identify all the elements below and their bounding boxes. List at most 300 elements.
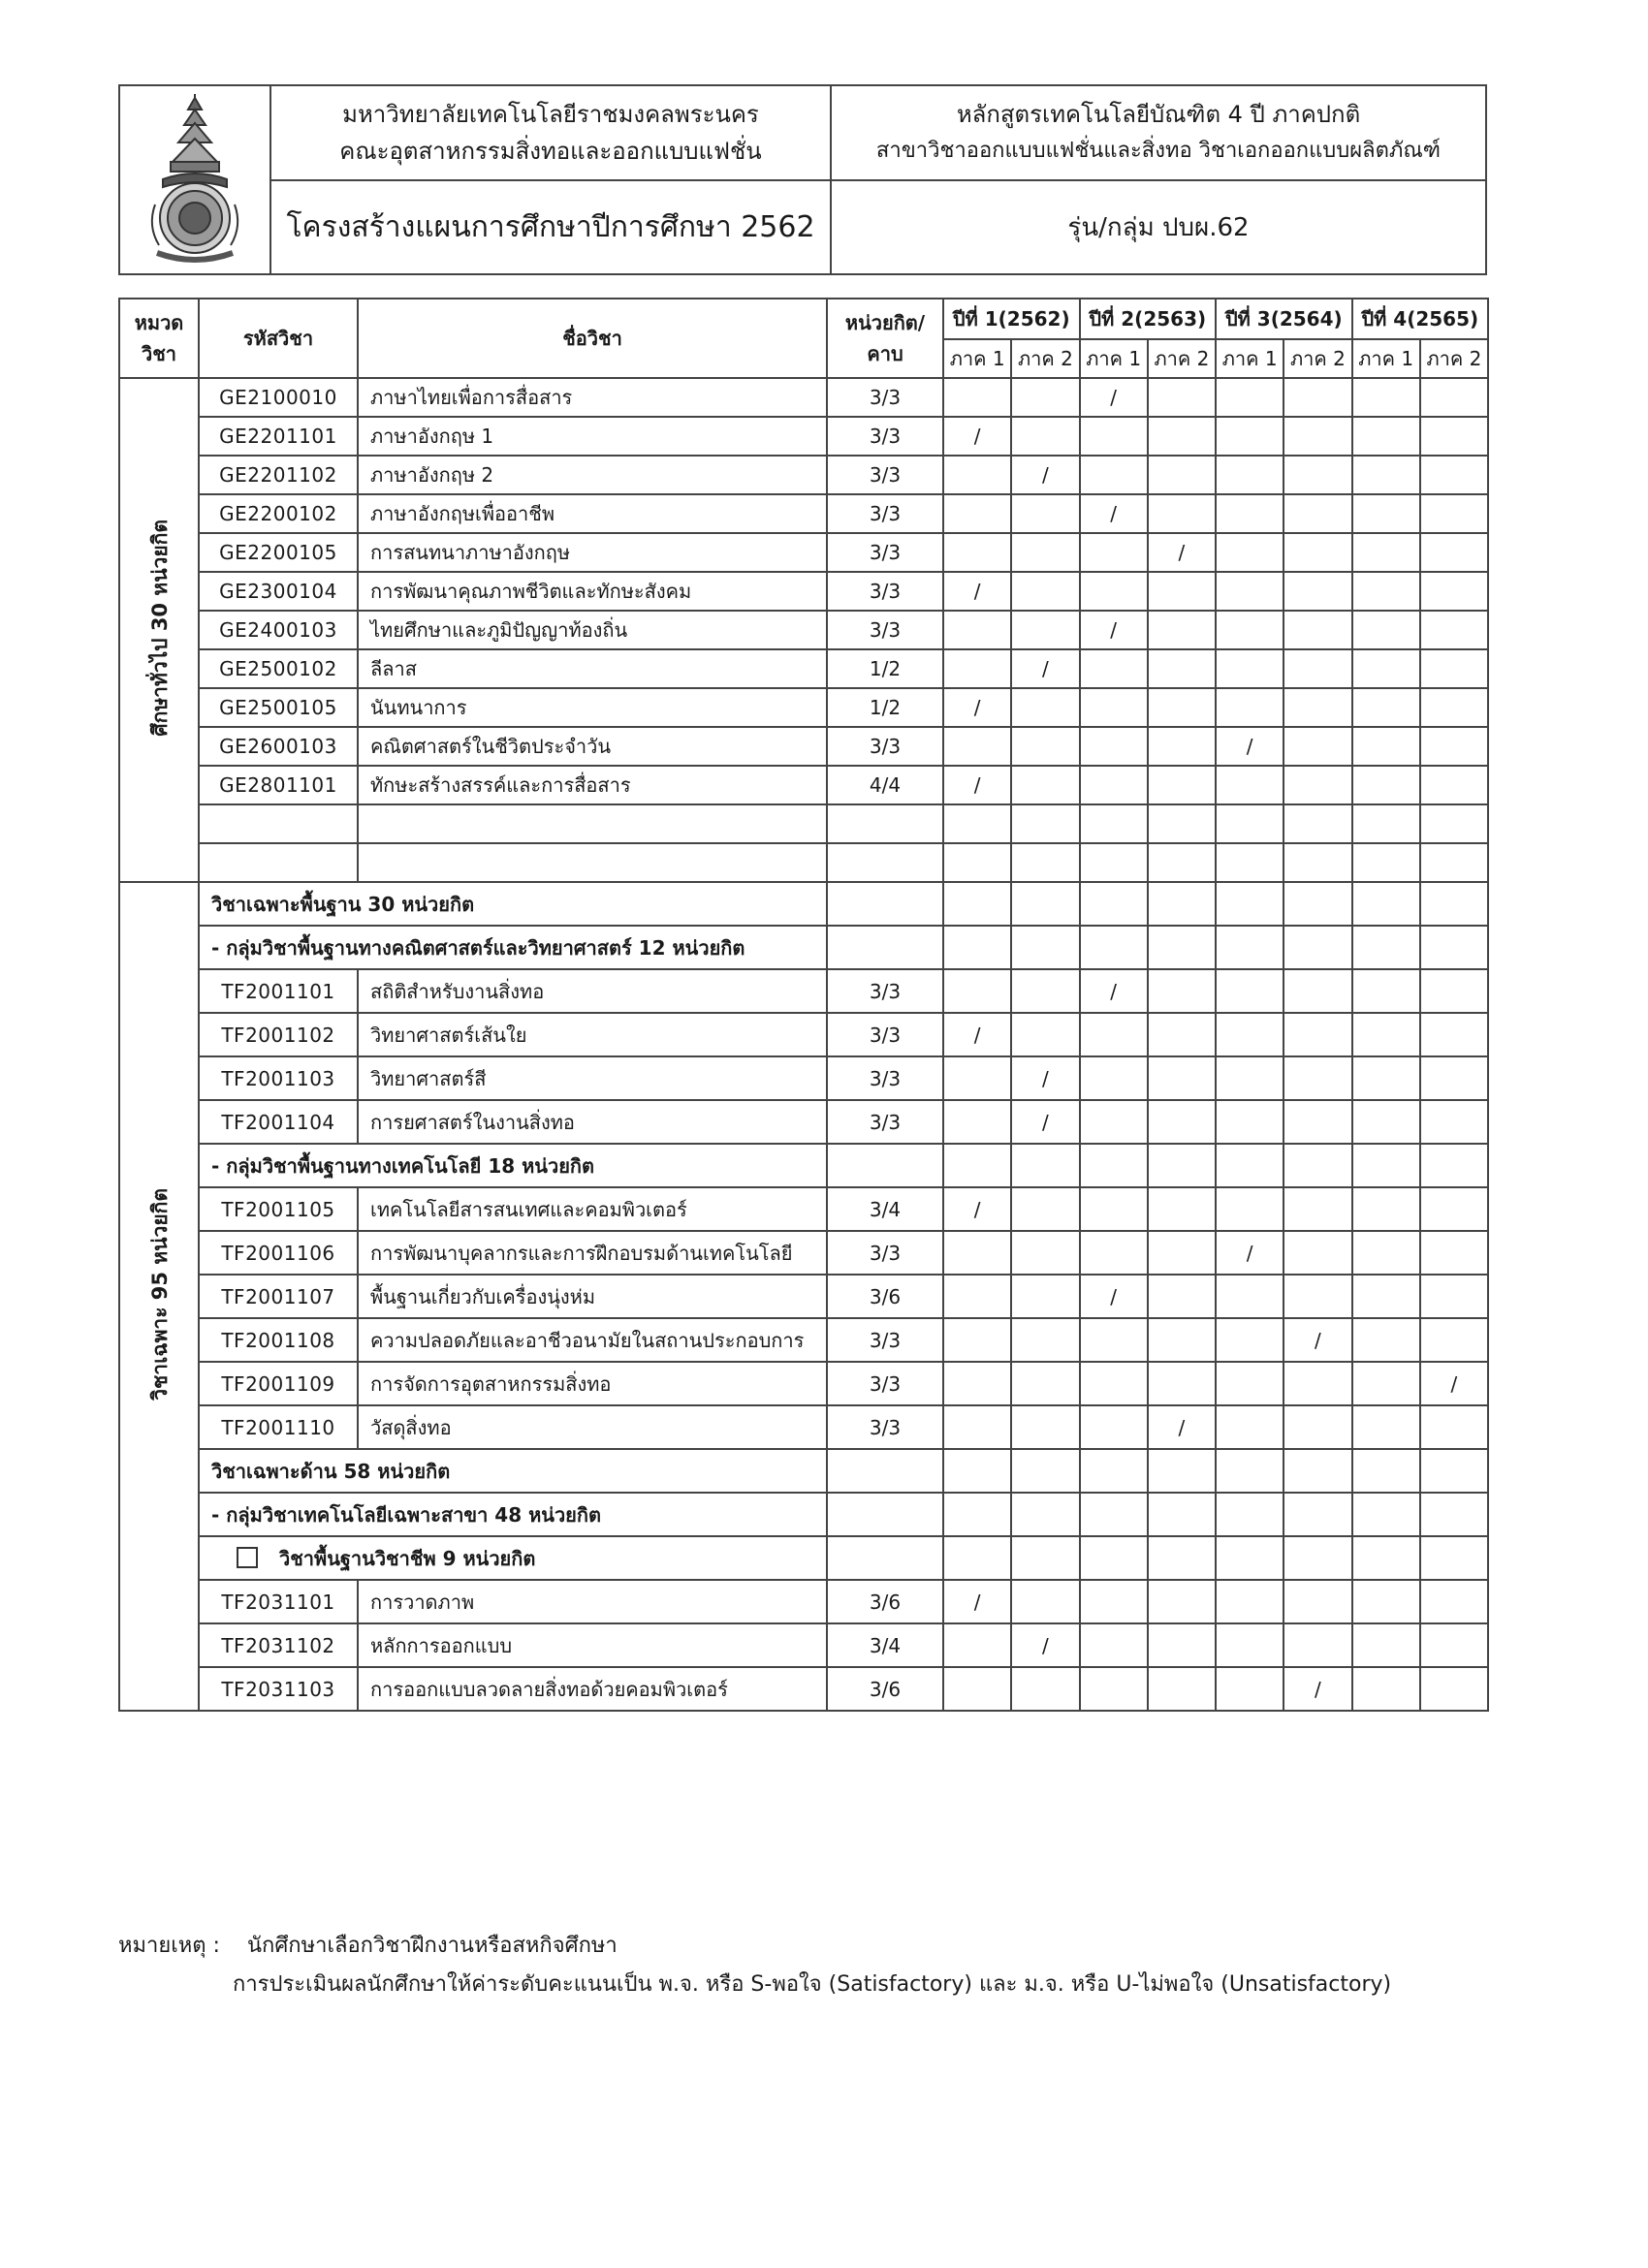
university-emblem-icon [142, 90, 248, 267]
term-cell [1284, 1100, 1351, 1144]
enrolled-term-mark: / [943, 688, 1011, 727]
term-cell [1216, 1013, 1284, 1056]
course-code: GE2300104 [199, 572, 358, 611]
term-cell [1148, 926, 1216, 969]
course-row [119, 969, 1488, 1013]
term-cell [1284, 1231, 1351, 1275]
term-cell [1216, 1405, 1284, 1449]
course-code: GE2200105 [199, 533, 358, 572]
course-row [119, 1187, 1488, 1231]
term-cell [1420, 969, 1488, 1013]
course-name: การสนทนาภาษาอังกฤษ [358, 533, 827, 572]
term-cell [1148, 969, 1216, 1013]
name-header: ชื่อวิชา [358, 299, 827, 378]
term-cell [1284, 843, 1351, 882]
term-cell [1011, 1536, 1079, 1580]
term-cell [1148, 1013, 1216, 1056]
term-cell [1080, 417, 1148, 456]
term-cell [1352, 1013, 1420, 1056]
term-cell [1011, 688, 1079, 727]
term-cell [1352, 727, 1420, 766]
group-heading-row [119, 1449, 1488, 1493]
term-cell [1284, 417, 1351, 456]
term-cell [1148, 727, 1216, 766]
term-cell [1420, 1100, 1488, 1144]
term-cell [943, 611, 1011, 649]
course-row [119, 1405, 1488, 1449]
term-cell [1284, 969, 1351, 1013]
term-cell [1080, 1013, 1148, 1056]
course-code: TF2031102 [199, 1623, 358, 1667]
term-cell [943, 649, 1011, 688]
term-2-header: ภาค 2 [1284, 339, 1351, 378]
term-cell [1216, 378, 1284, 417]
course-code: GE2201102 [199, 456, 358, 494]
general-education-section [119, 378, 1488, 882]
course-row [119, 611, 1488, 649]
term-cell [1284, 1493, 1351, 1536]
term-cell [1080, 533, 1148, 572]
checkbox-square-icon [237, 1547, 258, 1568]
term-cell [1216, 1144, 1284, 1187]
term-cell [1420, 572, 1488, 611]
term-cell [1420, 1013, 1488, 1056]
term-cell [1352, 494, 1420, 533]
term-cell [1080, 1362, 1148, 1405]
term-cell [1352, 649, 1420, 688]
term-cell [1284, 727, 1351, 766]
course-credits: 3/6 [827, 1275, 943, 1318]
course-credits: 3/3 [827, 611, 943, 649]
course-name: ไทยศึกษาและภูมิปัญญาท้องถิ่น [358, 611, 827, 649]
course-code: GE2400103 [199, 611, 358, 649]
university-name: มหาวิทยาลัยเทคโนโลยีราชมงคลพระนคร [342, 101, 759, 128]
course-name: หลักการออกแบบ [358, 1623, 827, 1667]
term-cell [1080, 1187, 1148, 1231]
course-credits: 1/2 [827, 688, 943, 727]
course-row [119, 572, 1488, 611]
term-1-header: ภาค 1 [1352, 339, 1420, 378]
term-cell [1148, 611, 1216, 649]
enrolled-term-mark: / [1080, 969, 1148, 1013]
course-credits: 3/4 [827, 1187, 943, 1231]
course-row [119, 1667, 1488, 1711]
term-cell [1080, 1144, 1148, 1187]
term-2-header: ภาค 2 [1420, 339, 1488, 378]
term-cell [1011, 417, 1079, 456]
term-cell [1011, 969, 1079, 1013]
term-cell [1352, 688, 1420, 727]
term-cell [1011, 1580, 1079, 1623]
course-row [119, 1362, 1488, 1405]
term-cell [1216, 1580, 1284, 1623]
course-name: ความปลอดภัยและอาชีวอนามัยในสถานประกอบการ [358, 1318, 827, 1362]
term-cell [1011, 766, 1079, 804]
term-cell [1352, 1449, 1420, 1493]
term-cell [1148, 494, 1216, 533]
term-cell [1284, 882, 1351, 926]
enrolled-term-mark: / [943, 766, 1011, 804]
term-cell [1352, 1623, 1420, 1667]
course-row [119, 417, 1488, 456]
term-cell [1216, 1667, 1284, 1711]
term-cell [1284, 1144, 1351, 1187]
term-cell [1216, 1100, 1284, 1144]
term-cell [1216, 533, 1284, 572]
term-cell [1420, 378, 1488, 417]
term-cell [1284, 1275, 1351, 1318]
course-name: การยศาสตร์ในงานสิ่งทอ [358, 1100, 827, 1144]
enrolled-term-mark: / [1080, 494, 1148, 533]
term-cell [1011, 1318, 1079, 1362]
course-name: สถิติสำหรับงานสิ่งทอ [358, 969, 827, 1013]
term-cell [1420, 533, 1488, 572]
course-code: TF2001103 [199, 1056, 358, 1100]
term-cell [1080, 1623, 1148, 1667]
credits-cell [827, 882, 943, 926]
plan-title: โครงสร้างแผนการศึกษาปีการศึกษา 2562 [270, 180, 831, 274]
term-cell [1420, 1318, 1488, 1362]
course-credits: 3/3 [827, 494, 943, 533]
term-cell [1148, 766, 1216, 804]
enrolled-term-mark: / [1284, 1318, 1351, 1362]
term-cell [1352, 1493, 1420, 1536]
term-cell [1352, 882, 1420, 926]
term-cell [1284, 688, 1351, 727]
term-cell [1148, 1362, 1216, 1405]
term-cell [1011, 1275, 1079, 1318]
year-3-header: ปีที่ 3(2564) [1216, 299, 1352, 339]
term-cell [943, 1493, 1011, 1536]
course-credits: 3/3 [827, 456, 943, 494]
term-cell [1148, 649, 1216, 688]
term-cell [1216, 843, 1284, 882]
term-cell [943, 843, 1011, 882]
term-cell [1352, 1667, 1420, 1711]
course-credits: 3/3 [827, 1318, 943, 1362]
term-cell [1148, 1318, 1216, 1362]
term-cell [1080, 649, 1148, 688]
term-cell [1011, 1405, 1079, 1449]
credits-header: หน่วยกิต/คาบ [827, 299, 943, 378]
term-cell [1284, 1187, 1351, 1231]
term-cell [1216, 1318, 1284, 1362]
term-cell [1011, 1493, 1079, 1536]
term-cell [1352, 1187, 1420, 1231]
course-row [119, 649, 1488, 688]
course-row [119, 804, 1488, 843]
document-header [118, 84, 1487, 275]
course-credits: 3/3 [827, 727, 943, 766]
group-heading: - กลุ่มวิชาพื้นฐานทางคณิตศาสตร์และวิทยาศาสตร์ 12 หน่วยกิต [211, 935, 745, 960]
term-cell [1011, 843, 1079, 882]
term-cell [1420, 1536, 1488, 1580]
term-cell [1080, 1580, 1148, 1623]
code-header: รหัสวิชา [199, 299, 358, 378]
term-cell [1352, 533, 1420, 572]
term-cell [1352, 843, 1420, 882]
course-credits: 3/3 [827, 1362, 943, 1405]
term-cell [943, 1318, 1011, 1362]
term-cell [1148, 378, 1216, 417]
credits-cell [827, 1493, 943, 1536]
course-credits: 3/4 [827, 1623, 943, 1667]
term-2-header: ภาค 2 [1148, 339, 1216, 378]
term-cell [1011, 572, 1079, 611]
enrolled-term-mark: / [943, 572, 1011, 611]
enrolled-term-mark: / [1011, 1056, 1079, 1100]
term-cell [943, 1623, 1011, 1667]
term-cell [1148, 1493, 1216, 1536]
enrolled-term-mark: / [1148, 1405, 1216, 1449]
course-code: TF2001101 [199, 969, 358, 1013]
term-cell [1284, 572, 1351, 611]
term-cell [1352, 1318, 1420, 1362]
course-credits: 3/3 [827, 1405, 943, 1449]
course-code: GE2100010 [199, 378, 358, 417]
term-cell [943, 494, 1011, 533]
term-cell [1284, 926, 1351, 969]
study-plan-table [118, 298, 1489, 1712]
course-credits: 3/3 [827, 1100, 943, 1144]
term-cell [1080, 843, 1148, 882]
term-cell [1284, 1405, 1351, 1449]
term-cell [1216, 1187, 1284, 1231]
course-name: ภาษาอังกฤษเพื่ออาชีพ [358, 494, 827, 533]
note-line-1: นักศึกษาเลือกวิชาฝึกงานหรือสหกิจศึกษา [246, 1934, 618, 1958]
term-cell [943, 1231, 1011, 1275]
table-header [119, 299, 1488, 378]
term-cell [1216, 494, 1284, 533]
course-name: การวาดภาพ [358, 1580, 827, 1623]
course-code: TF2001104 [199, 1100, 358, 1144]
term-cell [1148, 688, 1216, 727]
course-code: GE2200102 [199, 494, 358, 533]
term-cell [1420, 1231, 1488, 1275]
term-cell [1216, 1275, 1284, 1318]
term-cell [1352, 1100, 1420, 1144]
term-cell [943, 1144, 1011, 1187]
group-heading: วิชาเฉพาะพื้นฐาน 30 หน่วยกิต [211, 892, 475, 916]
enrolled-term-mark: / [1011, 649, 1079, 688]
enrolled-term-mark: / [1420, 1362, 1488, 1405]
term-cell [1080, 688, 1148, 727]
term-cell [1216, 1536, 1284, 1580]
term-cell [1352, 1405, 1420, 1449]
course-credits: 3/3 [827, 417, 943, 456]
year-2-header: ปีที่ 2(2563) [1080, 299, 1217, 339]
term-cell [1284, 1580, 1351, 1623]
term-cell [943, 533, 1011, 572]
category-header: หมวดวิชา [119, 299, 199, 378]
term-1-header: ภาค 1 [943, 339, 1011, 378]
group-heading: วิชาเฉพาะด้าน 58 หน่วยกิต [211, 1459, 451, 1483]
term-cell [1011, 804, 1079, 843]
term-cell [1148, 1100, 1216, 1144]
group-heading: - กลุ่มวิชาเทคโนโลยีเฉพาะสาขา 48 หน่วยกิต [211, 1502, 601, 1527]
term-cell [1148, 882, 1216, 926]
course-code: GE2600103 [199, 727, 358, 766]
term-cell [1284, 1536, 1351, 1580]
major-name: สาขาวิชาออกแบบแฟชั่นและสิ่งทอ วิชาเอกออกแบบผลิตภัณฑ์ [875, 139, 1442, 163]
term-cell [943, 1449, 1011, 1493]
term-cell [1216, 649, 1284, 688]
course-credits: 3/3 [827, 378, 943, 417]
term-cell [943, 1536, 1011, 1580]
course-name [358, 843, 827, 882]
term-cell [943, 727, 1011, 766]
term-cell [1420, 456, 1488, 494]
term-cell [1011, 378, 1079, 417]
course-credits: 3/3 [827, 533, 943, 572]
course-credits [827, 843, 943, 882]
course-row [119, 688, 1488, 727]
category-label-cell [119, 882, 199, 1711]
course-code [199, 804, 358, 843]
course-row [119, 1231, 1488, 1275]
faculty-name: คณะอุตสาหกรรมสิ่งทอและออกแบบแฟชั่น [339, 138, 762, 165]
course-name: ภาษาอังกฤษ 2 [358, 456, 827, 494]
term-cell [1284, 1056, 1351, 1100]
credits-cell [827, 1536, 943, 1580]
course-row [119, 1580, 1488, 1623]
term-cell [1420, 1144, 1488, 1187]
term-cell [1420, 1187, 1488, 1231]
course-name: วิทยาศาสตร์เส้นใย [358, 1013, 827, 1056]
term-cell [1216, 1623, 1284, 1667]
term-cell [1148, 1667, 1216, 1711]
term-cell [943, 1362, 1011, 1405]
term-cell [1080, 1405, 1148, 1449]
term-cell [1011, 1449, 1079, 1493]
course-code: TF2031101 [199, 1580, 358, 1623]
course-credits: 3/3 [827, 572, 943, 611]
course-code: GE2500105 [199, 688, 358, 727]
term-cell [1352, 611, 1420, 649]
term-cell [1284, 456, 1351, 494]
term-cell [1284, 1362, 1351, 1405]
term-cell [1420, 1275, 1488, 1318]
course-row [119, 533, 1488, 572]
term-cell [1216, 969, 1284, 1013]
credits-cell [827, 1449, 943, 1493]
enrolled-term-mark: / [1080, 611, 1148, 649]
subgroup-heading-cell [199, 1536, 827, 1580]
course-row [119, 1056, 1488, 1100]
term-cell [1216, 572, 1284, 611]
term-cell [1420, 688, 1488, 727]
course-credits: 3/3 [827, 1056, 943, 1100]
enrolled-term-mark: / [943, 1013, 1011, 1056]
course-row [119, 1318, 1488, 1362]
course-row [119, 1100, 1488, 1144]
category-label: วิชาเฉพาะ 95 หน่วยกิต [147, 1187, 172, 1401]
term-cell [1352, 456, 1420, 494]
term-cell [1080, 572, 1148, 611]
cohort-label: รุ่น/กลุ่ม ปบผ.62 [831, 180, 1486, 274]
course-row [119, 1275, 1488, 1318]
term-cell [1284, 649, 1351, 688]
term-cell [1011, 1231, 1079, 1275]
course-row [119, 1013, 1488, 1056]
enrolled-term-mark: / [1148, 533, 1216, 572]
course-name: นันทนาการ [358, 688, 827, 727]
program-name: หลักสูตรเทคโนโลยีบัณฑิต 4 ปี ภาคปกติ [956, 101, 1361, 128]
course-name: พื้นฐานเกี่ยวกับเครื่องนุ่งห่ม [358, 1275, 827, 1318]
term-cell [943, 1056, 1011, 1100]
term-cell [1420, 1405, 1488, 1449]
course-name: การพัฒนาบุคลากรและการฝึกอบรมด้านเทคโนโลยี [358, 1231, 827, 1275]
term-cell [1148, 1580, 1216, 1623]
course-code: TF2001108 [199, 1318, 358, 1362]
term-cell [1420, 843, 1488, 882]
group-heading-cell [199, 882, 827, 926]
term-cell [1352, 417, 1420, 456]
term-cell [1420, 1667, 1488, 1711]
term-1-header: ภาค 1 [1216, 339, 1284, 378]
course-row [119, 843, 1488, 882]
course-code: TF2001102 [199, 1013, 358, 1056]
term-cell [1148, 1623, 1216, 1667]
term-cell [1352, 969, 1420, 1013]
term-cell [1352, 572, 1420, 611]
enrolled-term-mark: / [1011, 456, 1079, 494]
term-cell [1420, 804, 1488, 843]
term-cell [1080, 1231, 1148, 1275]
term-cell [1352, 1231, 1420, 1275]
enrolled-term-mark: / [1080, 1275, 1148, 1318]
term-cell [1011, 611, 1079, 649]
term-cell [1080, 804, 1148, 843]
year-4-header: ปีที่ 4(2565) [1352, 299, 1489, 339]
term-cell [1148, 572, 1216, 611]
term-cell [1011, 882, 1079, 926]
term-cell [1148, 417, 1216, 456]
course-name: เทคโนโลยีสารสนเทศและคอมพิวเตอร์ [358, 1187, 827, 1231]
enrolled-term-mark: / [943, 1187, 1011, 1231]
course-code: TF2031103 [199, 1667, 358, 1711]
course-code [199, 843, 358, 882]
term-cell [943, 456, 1011, 494]
course-credits: 3/6 [827, 1580, 943, 1623]
term-cell [1216, 766, 1284, 804]
enrolled-term-mark: / [1216, 727, 1284, 766]
course-code: GE2801101 [199, 766, 358, 804]
term-cell [1080, 1493, 1148, 1536]
term-cell [1216, 926, 1284, 969]
course-row [119, 766, 1488, 804]
course-row [119, 378, 1488, 417]
term-cell [1080, 727, 1148, 766]
course-row [119, 727, 1488, 766]
footnote [118, 1927, 1391, 2004]
term-cell [1420, 494, 1488, 533]
course-code: TF2001109 [199, 1362, 358, 1405]
term-cell [1352, 1275, 1420, 1318]
term-cell [1284, 378, 1351, 417]
group-heading-cell [199, 926, 827, 969]
group-heading-row [119, 882, 1488, 926]
term-cell [1420, 926, 1488, 969]
course-code: TF2001107 [199, 1275, 358, 1318]
term-cell [1352, 378, 1420, 417]
course-name [358, 804, 827, 843]
term-cell [1216, 1056, 1284, 1100]
term-cell [1284, 494, 1351, 533]
term-cell [1080, 1056, 1148, 1100]
group-heading-row [119, 926, 1488, 969]
term-cell [1284, 611, 1351, 649]
